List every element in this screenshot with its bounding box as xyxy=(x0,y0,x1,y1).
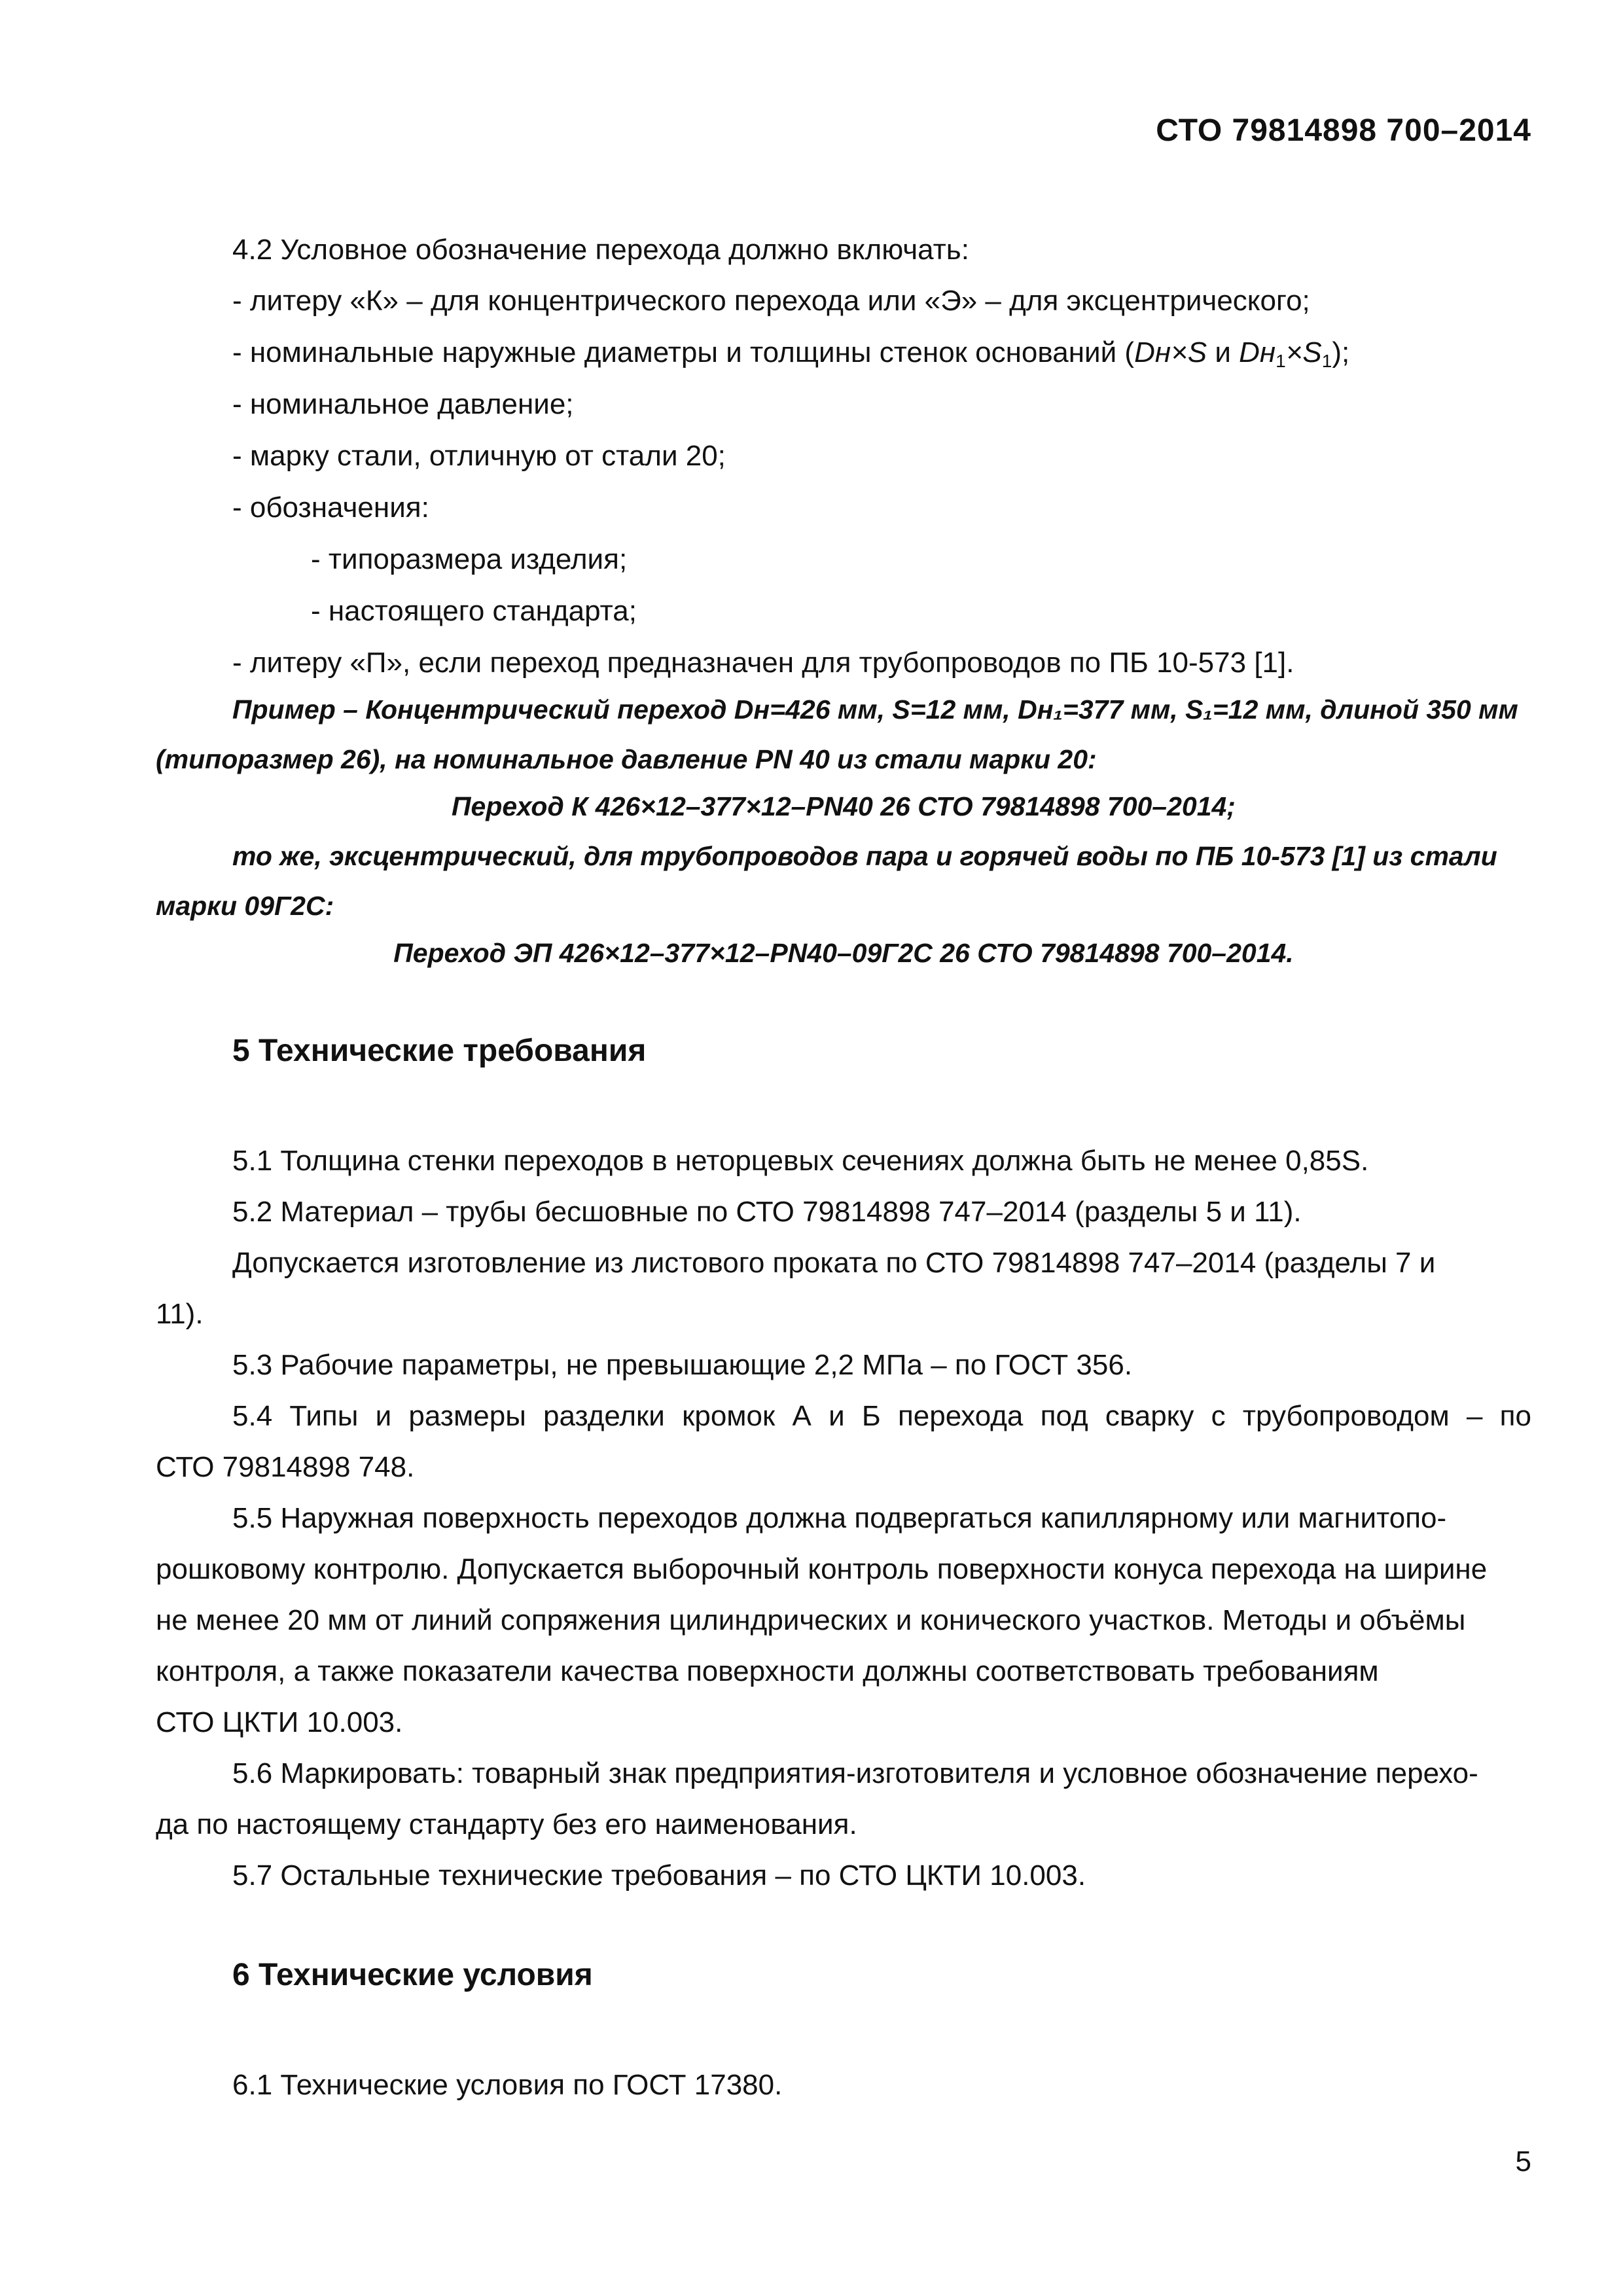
para-5-5: не менее 20 мм от линий сопряжения цилиндрических и конического участков. Методы и объёмы xyxy=(156,1604,1466,1636)
para-5-2-note: 11). xyxy=(156,1298,204,1330)
example-line: (типоразмер 26), на номинальное давление PN 40 из стали марки 20: xyxy=(156,744,1097,774)
para-6-1: 6.1 Технические условия по ГОСТ 17380. xyxy=(232,2069,783,2101)
example-line: марки 09Г2С: xyxy=(156,891,334,921)
para-5-5: контроля, а также показатели качества поверхности должны соответствовать требованиям xyxy=(156,1655,1379,1687)
list-item: - литеру «К» – для концентрического перехода или «Э» – для эксцентрического; xyxy=(232,285,1310,317)
para-5-3: 5.3 Рабочие параметры, не превышающие 2,2 МПа – по ГОСТ 356. xyxy=(232,1349,1133,1381)
para-5-7: 5.7 Остальные технические требования – по СТО ЦКТИ 10.003. xyxy=(232,1859,1086,1892)
sub-list-item: - типоразмера изделия; xyxy=(311,543,628,575)
para-4-2-intro: 4.2 Условное обозначение перехода должно включать: xyxy=(232,234,969,266)
section-6-title: 6 Технические условия xyxy=(232,1958,593,1992)
example-designation: Переход К 426×12–377×12–PN40 26 СТО 79814898 700–2014; xyxy=(452,791,1236,821)
para-5-1: 5.1 Толщина стенки переходов в неторцевых сечениях должна быть не менее 0,85S. xyxy=(232,1145,1369,1177)
list-item: - марку стали, отличную от стали 20; xyxy=(232,440,726,472)
para-5-6: 5.6 Маркировать: товарный знак предприятия-изготовителя и условное обозначение перехо- xyxy=(232,1757,1478,1789)
list-item: - номинальные наружные диаметры и толщины стенок оснований (Dн×S и $Dн_1\times S_1$); xyxy=(232,336,1350,371)
section-5-title: 5 Технические требования xyxy=(232,1033,647,1068)
para-5-6: да по настоящему стандарту без его наименования. xyxy=(156,1808,857,1840)
para-5-2-note: Допускается изготовление из листового проката по СТО 79814898 747–2014 (разделы 7 и xyxy=(232,1247,1436,1279)
example-designation: Переход ЭП 426×12–377×12–PN40–09Г2С 26 СТО 79814898 700–2014. xyxy=(393,938,1294,968)
para-5-5: СТО ЦКТИ 10.003. xyxy=(156,1706,403,1738)
para-5-5: рошковому контролю. Допускается выборочный контроль поверхности конуса перехода на ширине xyxy=(156,1553,1488,1585)
example-line: Пример – Концентрический переход Dн=426 мм, S=12 мм, Dн₁=377 мм, S₁=12 мм, длиной 350 мм xyxy=(232,694,1518,725)
example-line: то же, эксцентрический, для трубопроводов пара и горячей воды по ПБ 10-573 [1] из стали xyxy=(232,841,1497,871)
para-5-2: 5.2 Материал – трубы бесшовные по СТО 79814898 747–2014 (разделы 5 и 11). xyxy=(232,1196,1302,1228)
list-item: - обозначения: xyxy=(232,492,429,524)
para-5-5: 5.5 Наружная поверхность переходов должна подвергаться капиллярному или магнитопо- xyxy=(232,1502,1447,1534)
para-5-4: 5.4 Типы и размеры разделки кромок А и Б перехода под сварку с трубопроводом – по xyxy=(232,1400,1531,1432)
list-item: - номинальное давление; xyxy=(232,388,574,420)
document-header: СТО 79814898 700–2014 xyxy=(1156,113,1531,148)
list-item: - литеру «П», если переход предназначен для трубопроводов по ПБ 10-573 [1]. xyxy=(232,647,1294,679)
sub-list-item: - настоящего стандарта; xyxy=(311,595,637,627)
page-number: 5 xyxy=(1515,2145,1531,2178)
para-5-4: СТО 79814898 748. xyxy=(156,1451,415,1483)
